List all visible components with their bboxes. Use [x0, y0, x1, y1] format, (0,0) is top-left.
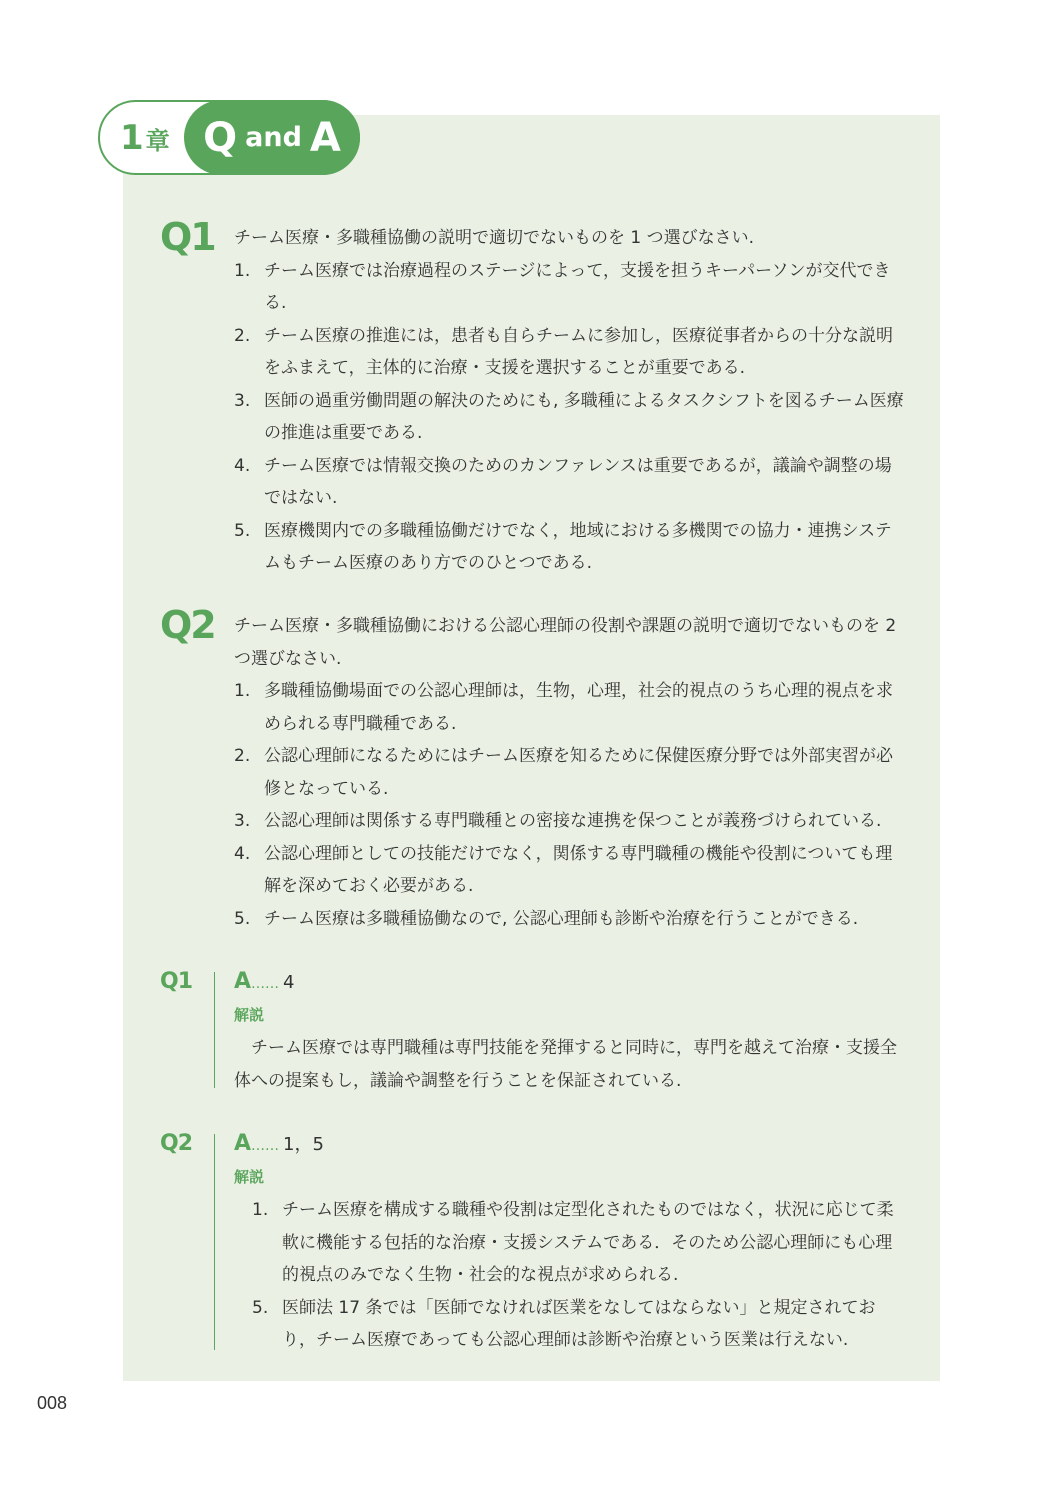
answer-divider	[214, 972, 215, 1088]
explanation-number: 5.	[252, 1297, 269, 1318]
title-a: A	[309, 114, 341, 161]
title-q: Q	[203, 114, 238, 161]
question-2	[160, 603, 905, 935]
option-text: 公認心理師は関係する専門職種との密接な連携を保つことが義務づけられている.	[264, 811, 882, 831]
option-text: チーム医療の推進には，患者も自らチームに参加し，医療従事者からの十分な説明をふまえて，主体的に治療・支援を選択することが重要である.	[264, 325, 893, 378]
answer-heading	[234, 968, 905, 998]
answer-label: Q1	[160, 969, 193, 994]
option-number: 1.	[234, 681, 251, 701]
answer-value: 1，5	[283, 1134, 324, 1155]
answer-letter: A	[234, 1131, 252, 1156]
option-text: 公認心理師としての技能だけでなく，関係する専門職種の機能や役割についても理解を深めておく必要がある.	[264, 843, 893, 896]
option-item	[234, 740, 905, 805]
option-list	[234, 255, 905, 580]
question-text: チーム医療・多職種協働における公認心理師の役割や課題の説明で適切でないものを 2 つ選びなさい.	[234, 616, 897, 669]
option-item	[234, 903, 905, 936]
question-1	[160, 215, 905, 580]
option-number: 3.	[234, 811, 251, 831]
explanation-heading: 解説	[234, 1168, 265, 1186]
question-label: Q2	[160, 603, 215, 647]
option-number: 3.	[234, 390, 251, 411]
option-text: 多職種協働場面での公認心理師は，生物，心理，社会的視点のうち心理的視点を求められる専門職種である.	[264, 681, 893, 734]
answer-label: Q2	[160, 1131, 193, 1156]
option-item	[234, 320, 905, 385]
explanation-text: チーム医療を構成する職種や役割は定型化されたものではなく，状況に応じて柔軟に機能する包括的な治療・支援システムである．そのため公認心理師にも心理的視点のみでなく生物・社会的な視点が求められる.	[282, 1200, 894, 1285]
answer-2	[160, 1130, 905, 1357]
chapter-label	[120, 118, 170, 158]
option-number: 2.	[234, 746, 251, 766]
option-number: 4.	[234, 843, 251, 864]
option-item	[234, 675, 905, 740]
option-list	[234, 675, 905, 935]
option-number: 5.	[234, 908, 251, 929]
question-text: チーム医療・多職種協働の説明で適切でないものを 1 つ選びなさい.	[234, 228, 755, 248]
answer-body	[234, 968, 905, 1098]
explanation-heading: 解説	[234, 1006, 265, 1024]
explanation-text: チーム医療では専門職種は専門技能を発揮すると同時に，専門を越えて治療・支援全体への提案もし，議論や調整を行うことを保証されている.	[234, 1038, 897, 1091]
explanation-item	[252, 1292, 905, 1357]
option-item	[234, 255, 905, 320]
title-and: and	[245, 122, 302, 153]
answer-dots: ……	[251, 976, 280, 992]
option-item	[234, 805, 905, 838]
chapter-suffix: 章	[145, 127, 170, 155]
explanation-text: 医師法 17 条では「医師でなければ医業をなしてはならない」と規定されており，チーム医療であっても公認心理師は診断や治療という医業は行えない.	[282, 1297, 876, 1350]
option-text: 医師の過重労働問題の解決のためにも, 多職種によるタスクシフトを図るチーム医療の推進は重要である.	[264, 390, 904, 443]
option-item	[234, 450, 905, 515]
section-title	[184, 100, 360, 175]
explanation-item	[252, 1194, 905, 1292]
option-text: 医療機関内での多職種協働だけでなく，地域における多機関での協力・連携システムもチーム医療のあり方でのひとつである.	[264, 520, 892, 573]
answer-value: 4	[283, 972, 295, 993]
option-number: 2.	[234, 325, 251, 346]
answer-dots: ……	[251, 1138, 280, 1154]
option-item	[234, 385, 905, 450]
option-text: チーム医療では情報交換のためのカンファレンスは重要であるが，議論や調整の場ではない.	[264, 455, 892, 508]
explanation-number: 1.	[252, 1200, 269, 1220]
answer-1	[160, 968, 905, 1098]
answer-body	[234, 1130, 905, 1357]
explanation-list	[252, 1194, 905, 1357]
answer-divider	[214, 1134, 215, 1350]
option-text: 公認心理師になるためにはチーム医療を知るために保健医療分野では外部実習が必修となっている.	[264, 746, 893, 799]
page-number: 008	[37, 1393, 68, 1413]
option-item	[234, 838, 905, 903]
option-item	[234, 515, 905, 580]
answer-letter: A	[234, 969, 252, 994]
answer-heading	[234, 1130, 905, 1160]
option-number: 4.	[234, 455, 251, 476]
option-number: 1.	[234, 260, 251, 281]
question-label: Q1	[160, 215, 215, 259]
option-text: チーム医療は多職種協働なので, 公認心理師も診断や治療を行うことができる.	[264, 908, 859, 929]
option-text: チーム医療では治療過程のステージによって，支援を担うキーパーソンが交代できる.	[264, 260, 891, 313]
option-number: 5.	[234, 520, 251, 541]
chapter-number: 1	[120, 118, 144, 158]
